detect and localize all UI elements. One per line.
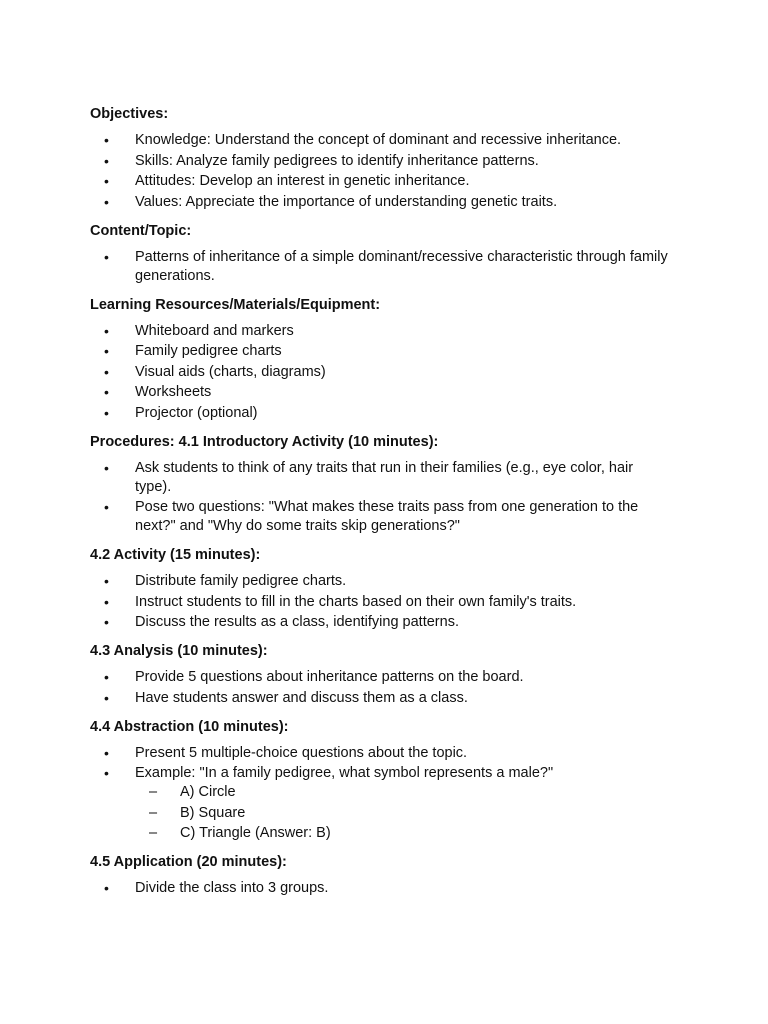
- section-heading-objectives: Objectives:: [90, 106, 169, 122]
- sub-list-item: [135, 824, 672, 843]
- bullet-icon: •: [104, 459, 109, 476]
- list-item: [90, 342, 672, 361]
- bullet-icon: •: [104, 880, 109, 896]
- bullet-icon: •: [104, 193, 109, 210]
- sub-list-item: [135, 783, 672, 802]
- list-item: [90, 363, 672, 382]
- list-item-text: Projector (optional): [135, 404, 258, 421]
- bullet-icon: •: [104, 499, 109, 515]
- section-heading-content-topic: Content/Topic:: [90, 222, 192, 239]
- list-item-text: Have students answer and discuss them as a class.: [135, 689, 468, 706]
- list-item: [90, 383, 672, 402]
- bullet-icon: •: [104, 404, 109, 421]
- list-item: [90, 172, 672, 191]
- list-item-text: Whiteboard and markers: [135, 322, 294, 339]
- list-item-text: Visual aids (charts, diagrams): [135, 363, 326, 380]
- list-item: [90, 613, 672, 632]
- list-item-text: Values: Appreciate the importance of understanding genetic traits.: [135, 193, 558, 210]
- list-item: [90, 689, 672, 708]
- dash-icon: –: [149, 784, 158, 800]
- answer-options-list: [135, 783, 672, 843]
- section-heading-learning-resources: Learning Resources/Materials/Equipment:: [90, 296, 381, 313]
- list-item: [90, 404, 672, 423]
- bullet-icon: •: [104, 765, 109, 781]
- sub-list-item-text: A) Circle: [180, 784, 236, 800]
- section-heading-application: 4.5 Application (20 minutes):: [90, 854, 287, 870]
- list-item: [90, 459, 672, 497]
- list-item-text: Discuss the results as a class, identifying patterns.: [135, 614, 459, 630]
- bullet-icon: •: [104, 669, 109, 685]
- bullet-icon: •: [104, 614, 109, 630]
- bullet-icon: •: [104, 343, 109, 359]
- analysis-list: [90, 668, 672, 708]
- abstraction-list: [90, 744, 672, 844]
- list-item-text: Provide 5 questions about inheritance patterns on the board.: [135, 669, 524, 685]
- sub-list-item-text: C) Triangle (Answer: B): [180, 825, 331, 841]
- list-item-text: Pose two questions: "What makes these traits pass from one generation to the next?" and "Why do some traits skip generations?": [135, 499, 639, 534]
- dash-icon: –: [149, 825, 158, 841]
- application-list: [90, 879, 672, 898]
- objectives-list: [90, 131, 672, 212]
- bullet-icon: •: [104, 593, 109, 610]
- list-item: [90, 498, 672, 536]
- list-item-text: Attitudes: Develop an interest in genetic inheritance.: [135, 173, 470, 189]
- list-item: [90, 572, 672, 591]
- section-heading-abstraction: 4.4 Abstraction (10 minutes):: [90, 718, 289, 735]
- bullet-icon: •: [104, 744, 109, 761]
- section-heading-introductory-activity: Procedures: 4.1 Introductory Activity (10 minutes):: [90, 433, 439, 450]
- sub-list-item: [135, 804, 672, 823]
- list-item-text: Worksheets: [135, 384, 212, 400]
- list-item-text: Knowledge: Understand the concept of dominant and recessive inheritance.: [135, 132, 622, 148]
- list-item: [90, 152, 672, 171]
- list-item-text: Skills: Analyze family pedigrees to identify inheritance patterns.: [135, 152, 539, 169]
- dash-icon: –: [149, 804, 158, 821]
- list-item: [90, 764, 672, 843]
- bullet-icon: •: [104, 689, 109, 706]
- bullet-icon: •: [104, 363, 109, 380]
- bullet-icon: •: [104, 322, 109, 339]
- list-item: [90, 879, 672, 898]
- bullet-icon: •: [104, 152, 109, 169]
- bullet-icon: •: [104, 173, 109, 189]
- content-topic-list: [90, 248, 672, 286]
- bullet-icon: •: [104, 384, 109, 400]
- section-heading-analysis: 4.3 Analysis (10 minutes):: [90, 643, 268, 659]
- bullet-icon: •: [104, 573, 109, 589]
- bullet-icon: •: [104, 248, 109, 265]
- sub-list-item-text: B) Square: [180, 804, 246, 821]
- list-item: [90, 593, 672, 612]
- list-item: [90, 744, 672, 763]
- list-item-text: Ask students to think of any traits that run in their families (e.g., eye color, hair type).: [135, 459, 634, 495]
- list-item-text: Divide the class into 3 groups.: [135, 880, 329, 896]
- list-item-text: Patterns of inheritance of a simple dominant/recessive characteristic through family generations.: [135, 248, 668, 284]
- list-item-text: Family pedigree charts: [135, 343, 282, 359]
- learning-resources-list: [90, 322, 672, 423]
- list-item: [90, 193, 672, 212]
- list-item-text: Example: "In a family pedigree, what symbol represents a male?": [135, 765, 554, 781]
- list-item-text: Instruct students to fill in the charts based on their own family's traits.: [135, 593, 577, 610]
- list-item-text: Distribute family pedigree charts.: [135, 573, 347, 589]
- list-item: [90, 668, 672, 687]
- section-heading-activity: 4.2 Activity (15 minutes):: [90, 547, 261, 563]
- list-item: [90, 322, 672, 341]
- list-item: [90, 131, 672, 150]
- activity-list: [90, 572, 672, 632]
- list-item-text: Present 5 multiple-choice questions about the topic.: [135, 744, 468, 761]
- introductory-activity-list: [90, 459, 672, 537]
- bullet-icon: •: [104, 132, 109, 148]
- list-item: [90, 248, 672, 286]
